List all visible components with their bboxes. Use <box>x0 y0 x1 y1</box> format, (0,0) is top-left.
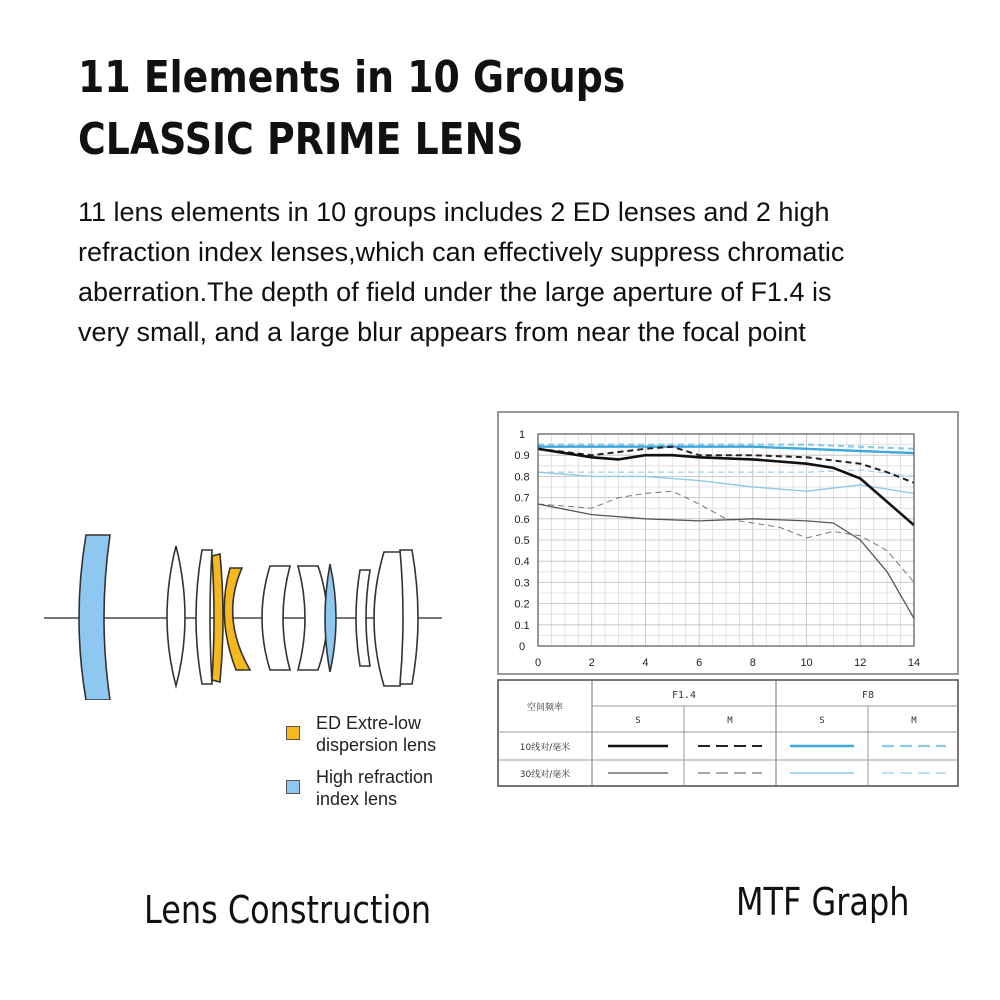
high-refraction-swatch <box>286 780 300 794</box>
table-header-label: 空间频率 <box>526 703 564 713</box>
y-tick-label: 1 <box>518 429 526 441</box>
lens-element-4-ed <box>212 554 223 682</box>
y-tick-label: 0.3 <box>514 577 530 590</box>
mtf-graph <box>496 410 962 790</box>
page-subtitle: CLASSIC PRIME LENS <box>78 114 524 165</box>
lens-construction-diagram <box>40 520 450 700</box>
lens-element-8-high-refraction <box>325 564 336 672</box>
y-tick-label: 0.4 <box>514 556 530 569</box>
x-tick-label: 12 <box>854 657 867 669</box>
mtf-graph-caption: MTF Graph <box>736 880 910 924</box>
mtf-legend-table <box>498 680 958 786</box>
y-tick-label: 0.5 <box>514 535 530 547</box>
table-row-label: 30线对/毫米 <box>519 770 571 780</box>
x-tick-label: 8 <box>749 657 756 669</box>
lens-construction-caption: Lens Construction <box>144 888 432 932</box>
x-tick-label: 14 <box>907 657 921 669</box>
y-tick-label: 0.2 <box>514 598 530 611</box>
table-subheader: S <box>635 716 641 726</box>
legend-high-refraction-label: High refraction index lens <box>316 767 434 809</box>
x-tick-label: 10 <box>800 657 813 669</box>
page-title: 11 Elements in 10 Groups <box>78 52 626 103</box>
legend-ed-label: ED Extre-low dispersion lens <box>316 713 437 755</box>
table-row-label: 10线对/毫米 <box>519 743 571 753</box>
y-tick-label: 0.6 <box>514 513 530 526</box>
description-line: refraction index lenses,which can effectively suppress chromatic <box>78 237 845 267</box>
y-tick-label: 0.9 <box>514 450 530 463</box>
y-tick-label: 0.8 <box>514 471 530 484</box>
ed-swatch <box>286 726 300 740</box>
lens-element-11 <box>400 550 418 684</box>
table-group-f1-4: F1.4 <box>671 690 697 701</box>
description-line: aberration.The depth of field under the large aperture of F1.4 is <box>78 277 832 307</box>
description-line: very small, and a large blur appears from near the focal point <box>78 317 806 347</box>
lens-element-3 <box>196 550 212 684</box>
y-tick-label: 0 <box>518 641 526 653</box>
table-subheader: S <box>819 716 825 726</box>
x-tick-label: 0 <box>534 657 542 669</box>
table-group-f8: F8 <box>861 690 875 701</box>
y-tick-label: 0.7 <box>514 492 530 505</box>
description <box>78 192 958 352</box>
y-tick-label: 0.1 <box>514 619 530 632</box>
x-tick-label: 2 <box>588 657 595 669</box>
description-line: 11 lens elements in 10 groups includes 2 ED lenses and 2 high <box>78 197 830 227</box>
table-subheader: M <box>911 716 917 726</box>
lens-element-2 <box>167 546 185 686</box>
x-tick-label: 4 <box>642 657 649 669</box>
table-subheader: M <box>727 716 733 726</box>
x-tick-label: 6 <box>696 657 703 669</box>
chart-grid <box>538 434 914 646</box>
